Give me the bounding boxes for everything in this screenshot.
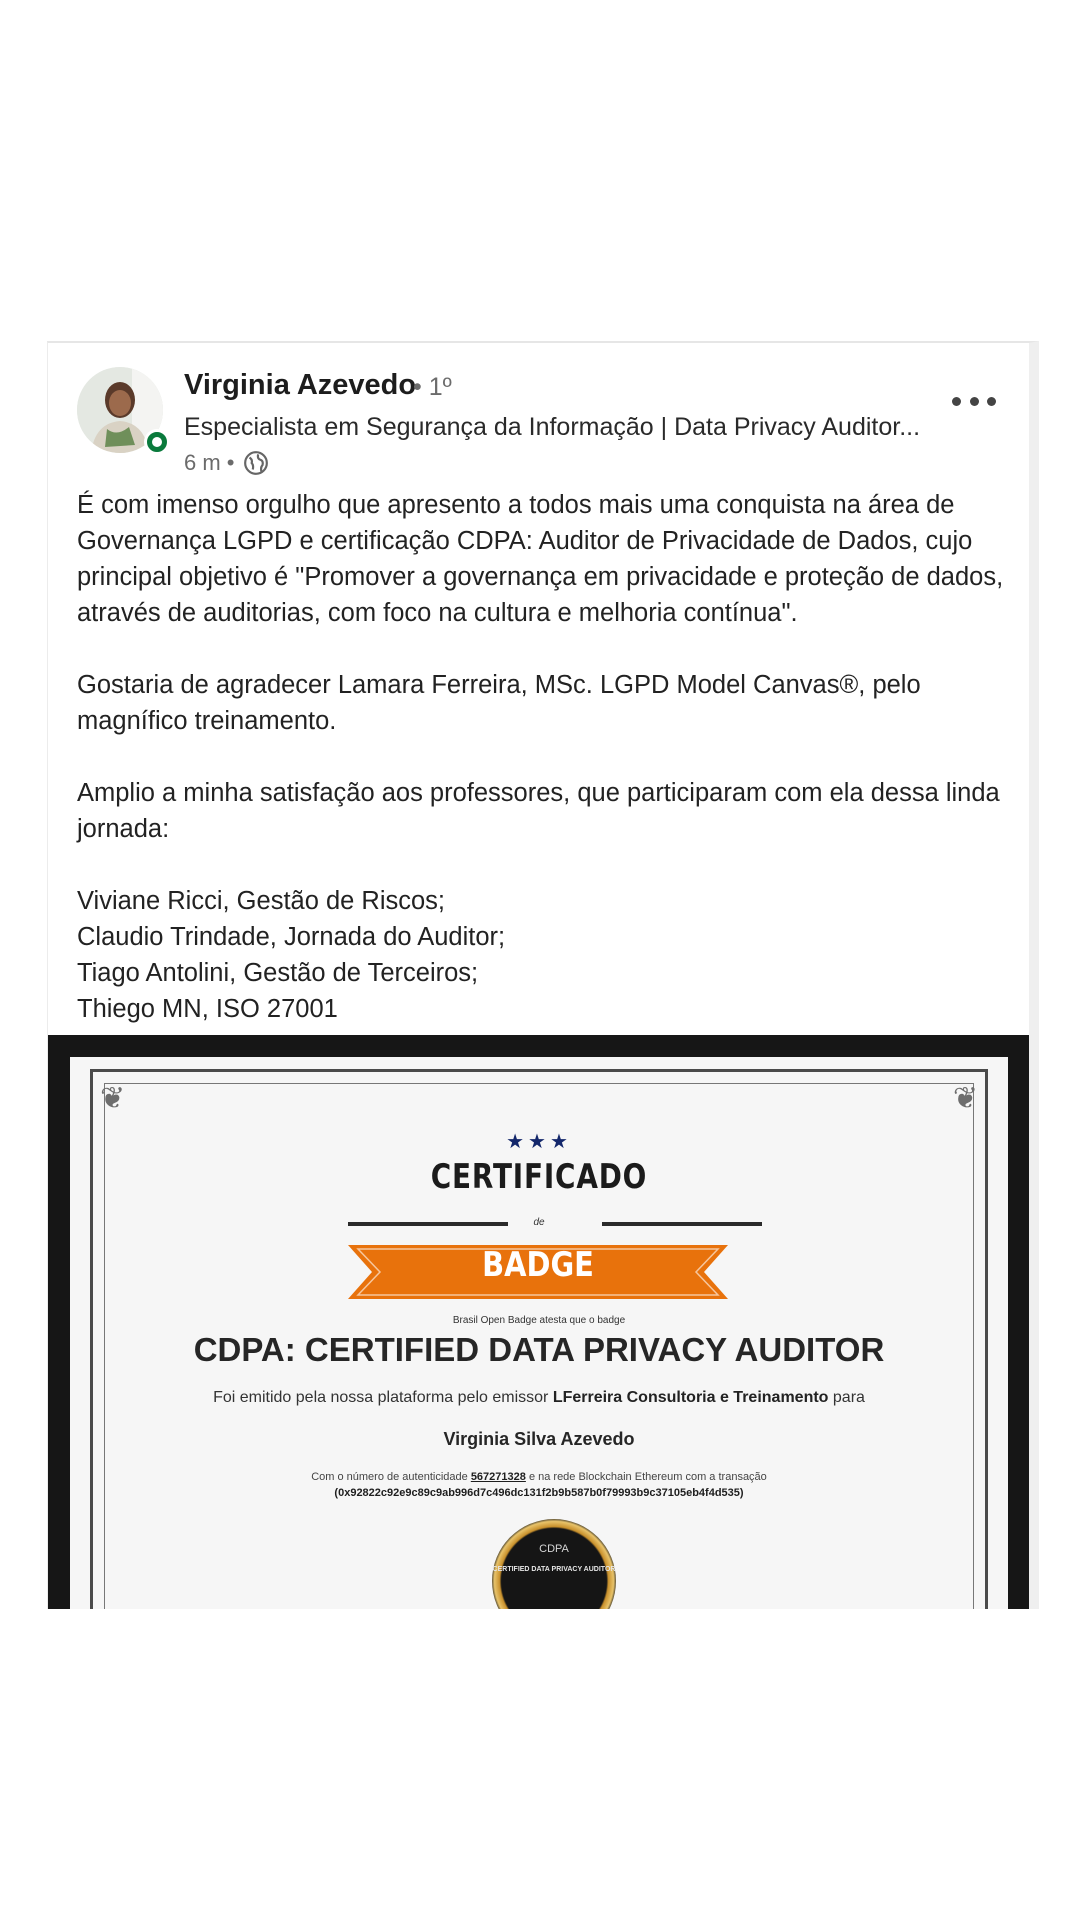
more-options-icon[interactable] <box>952 393 996 409</box>
post-card <box>47 341 1039 1609</box>
list-item: Claudio Trindade, Jornada do Auditor; <box>77 923 506 951</box>
corner-flourish-icon: ❦ <box>100 1082 126 1115</box>
certificate-paper <box>70 1057 1008 1609</box>
post-paragraph: É com imenso orgulho que apresento a todos mais uma conquista na área de Governança LGPD e certificação CDPA: Auditor de Privacidade de Dados, cujo principal objetivo é "Promover a governança em privacidade e proteção de dados, através de auditorias, com foco na cultura e melhoria contínua". <box>77 491 1004 627</box>
post-time: 6 m • <box>184 450 235 475</box>
author-name[interactable]: Virginia Azevedo <box>184 369 417 401</box>
corner-flourish-icon: ❦ <box>952 1082 978 1115</box>
certificate-attest-line: Brasil Open Badge atesta que o badge <box>452 1315 626 1326</box>
post-meta <box>184 450 269 476</box>
issuer-name: LFerreira Consultoria e Treinamento <box>552 1389 829 1406</box>
certificate-holder: Virginia Silva Azevedo <box>443 1429 635 1449</box>
certificate-image[interactable] <box>48 1035 1030 1609</box>
connection-degree: • 1º <box>413 373 452 401</box>
list-item: Thiego MN, ISO 27001 <box>77 995 338 1023</box>
post-paragraph: Gostaria de agradecer Lamara Ferreira, MSc. LGPD Model Canvas®, pelo magnífico treinamento. <box>77 671 921 735</box>
badge-label: BADGE <box>482 1245 594 1285</box>
stars-icon: ★★★ <box>506 1131 572 1153</box>
post-paragraph: Amplio a minha satisfação aos professores, que participaram com ela dessa linda jornada: <box>77 779 1000 843</box>
seal-text: CDPA CERTIFIED DATA PRIVACY AUDITOR <box>492 1543 616 1573</box>
certificate-authenticity: Com o número de autenticidade 567271328 e na rede Blockchain Ethereum com a transação (0x92822c92e9c89c9ab996d7c496dc131f2b9b587b0f79993b9c37105eb4f4d535) <box>311 1471 767 1499</box>
certificate-de: de <box>533 1217 545 1228</box>
post-body <box>77 487 1007 1027</box>
author-headline[interactable]: Especialista em Segurança da Informação | Data Privacy Auditor... <box>184 413 921 441</box>
list-item: Tiago Antolini, Gestão de Terceiros; <box>77 959 479 987</box>
certificate-title: CERTIFICADO <box>430 1157 648 1197</box>
globe-icon <box>243 450 269 476</box>
transaction-hash: (0x92822c92e9c89c9ab996d7c496dc131f2b9b587b0f79993b9c37105eb4f4d535) <box>334 1487 744 1499</box>
auth-number: 567271328 <box>470 1471 526 1483</box>
certificate-main-title: CDPA: CERTIFIED DATA PRIVACY AUDITOR <box>193 1331 885 1368</box>
list-item: Viviane Ricci, Gestão de Riscos; <box>77 887 446 915</box>
certificate-issued-line: Foi emitido pela nossa plataforma pelo emissor LFerreira Consultoria e Treinamento para <box>213 1389 865 1406</box>
online-status-icon <box>144 429 170 455</box>
